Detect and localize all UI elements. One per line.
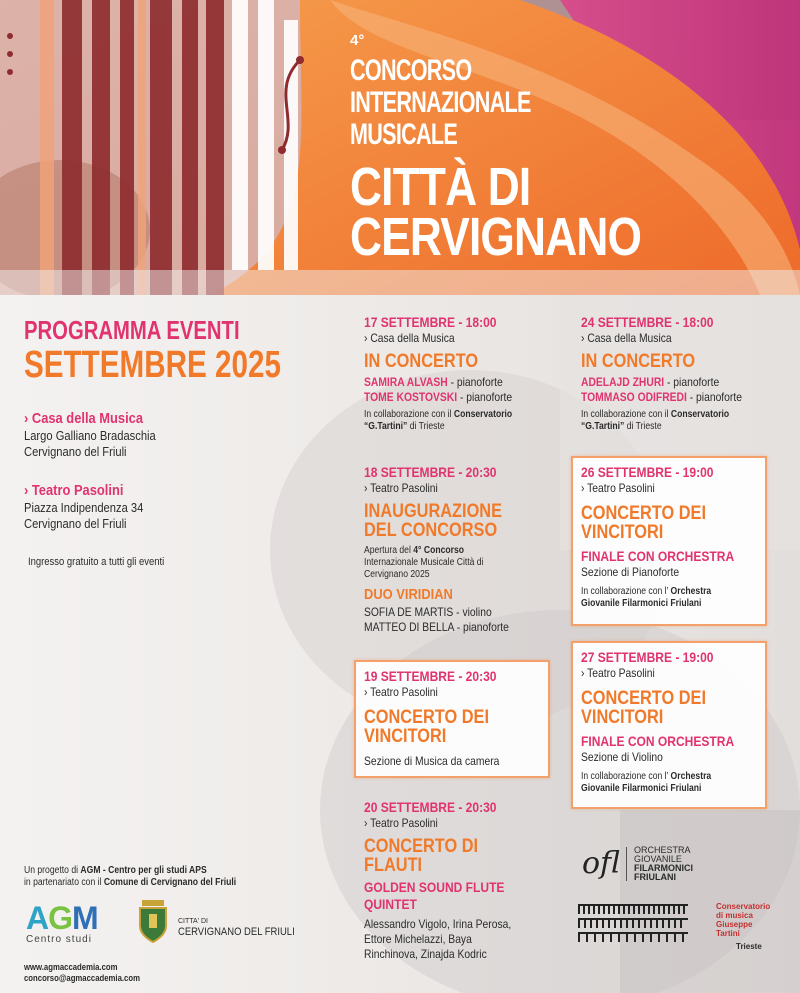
free-entry-note: Ingresso gratuito a tutti gli eventi (28, 556, 165, 568)
city-logo-text: CITTA' DI CERVIGNANO DEL FRIULI (178, 918, 295, 938)
orchestra-logo-icon (580, 845, 626, 883)
svg-text:ofl: ofl (582, 846, 621, 881)
edition-label: 4° (350, 32, 365, 49)
event-24-settembre: 24 SETTEMBRE - 18:00 › Casa della Musica IN CONCERTO ADELAJD ZHURI - pianoforte TOMMASO ODIFREDI - pianoforte In collaborazione con il Conservatorio “G.Tartini” di Trieste (581, 314, 742, 432)
coat-of-arms-icon (136, 898, 170, 944)
event-18-settembre: 18 SETTEMBRE - 20:30 › Teatro Pasolini INAUGURAZIONE DEL CONCORSO Apertura del 4° Concorso Internazionale Musicale Città di Cervignano 2025 DUO VIRIDIAN SOFIA DE MARTIS - violino MATTEO DI BELLA - pianoforte (364, 464, 509, 634)
arrow-icon: › (24, 482, 32, 499)
agm-logo-subtitle: Centro studi (26, 934, 92, 945)
title-line-1: CONCORSO (350, 54, 472, 87)
venue-casa-della-musica: › Casa della Musica Largo Galliano Bradaschia Cervignano del Friuli (24, 410, 156, 459)
event-27-settembre: 27 SETTEMBRE - 19:00 › Teatro Pasolini CONCERTO DEI VINCITORI FINALE CON ORCHESTRA Sezione di Violino In collaborazione con l’ Orchestra Giovanile Filarmonici Friulani (581, 649, 735, 794)
agm-logo-text: AGM (26, 900, 98, 936)
event-26-settembre: 26 SETTEMBRE - 19:00 › Teatro Pasolini CONCERTO DEI VINCITORI FINALE CON ORCHESTRA Sezione di Pianoforte In collaborazione con l’ Orchestra Giovanile Filarmonici Friulani (581, 464, 735, 609)
city-line-1: CITTÀ DI (350, 157, 531, 217)
contact-info: www.agmaccademia.com concorso@agmaccademia.com (24, 962, 140, 983)
conservatorio-city: Trieste (736, 942, 762, 951)
event-19-settembre: 19 SETTEMBRE - 20:30 › Teatro Pasolini CONCERTO DEI VINCITORI Sezione di Musica da camera (364, 668, 500, 768)
city-line-2: CERVIGNANO (350, 207, 642, 267)
event-17-settembre: 17 SETTEMBRE - 18:00 › Casa della Musica IN CONCERTO SAMIRA ALVASH - pianoforte TOME KOSTOVSKI - pianoforte In collaborazione con il Conservatorio “G.Tartini” di Trieste (364, 314, 513, 432)
title-line-3: MUSICALE (350, 118, 458, 151)
project-credit: Un progetto di AGM - Centro per gli studi APS in partenariato con il Comune di Cervignano del Friuli (24, 865, 237, 888)
arrow-icon: › (24, 410, 32, 427)
program-title: PROGRAMMA EVENTI (24, 315, 240, 345)
agm-logo (26, 902, 116, 945)
event-20-settembre: 20 SETTEMBRE - 20:30 › Teatro Pasolini CONCERTO DI FLAUTI GOLDEN SOUND FLUTE QUINTET Alessandro Vigolo, Irina Perosa, Ettore Michelazzi, Baya Rinchinova, Zinajda Kodric (364, 799, 512, 961)
orchestra-divider (626, 847, 627, 881)
venue-teatro-pasolini: › Teatro Pasolini Piazza Indipendenza 34 Cervignano del Friuli (24, 482, 144, 531)
title-line-2: INTERNAZIONALE (350, 86, 531, 119)
orchestra-name: ORCHESTRA GIOVANILE FILARMONICI FRIULANI (634, 845, 693, 882)
conservatorio-logo-icon (578, 900, 708, 950)
program-month: SETTEMBRE 2025 (24, 344, 281, 386)
conservatorio-name: Conservatorio di musica Giuseppe Tartini (716, 902, 771, 938)
